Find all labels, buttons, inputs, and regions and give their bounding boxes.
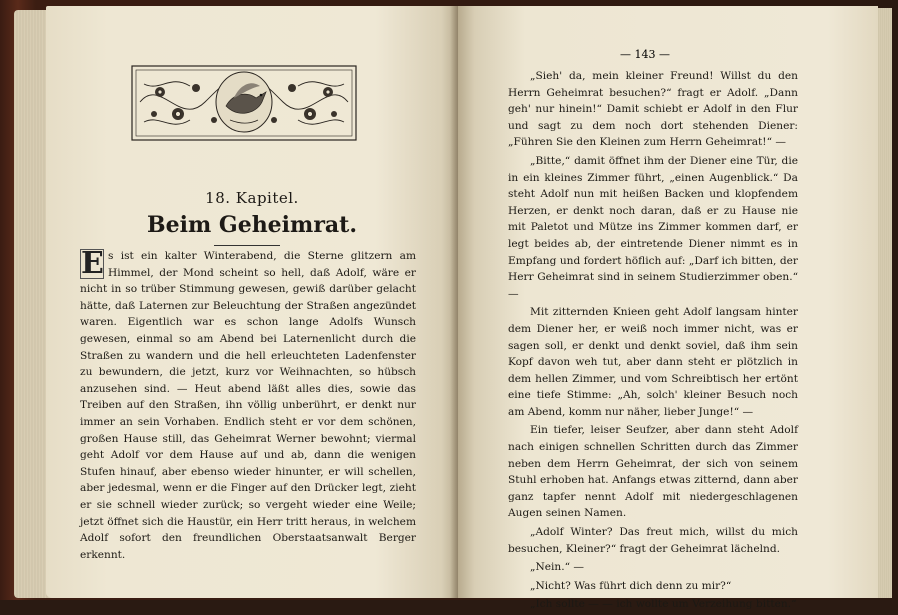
title-underline: [214, 245, 280, 246]
left-page-text: [80, 248, 416, 563]
paragraph: „Sieh' da, mein kleiner Freund! Willst du den Herrn Geheimrat besuchen?“ fragt er Adolf. „Dann geh' nur hinein!“ Damit schiebt er Adolf in den Flur und sagt zu dem noch dort stehenden Diener: „Führen Sie den Kleinen zum Herrn Geheimrat!“ —: [508, 70, 798, 149]
page-number: — 143 —: [620, 48, 670, 61]
chapter-number: 18. Kapitel.: [205, 189, 299, 207]
paragraph: Mit zitternden Knieen geht Adolf langsam hinter dem Diener her, er weiß noch immer nicht, was er sagen soll, er denkt und denkt soviel, daß ihm sein Kopf davon weh tut, aber dann steht er plötzlich in dem hellen Zimmer, und vom Schreibtisch her ertönt eine tiefe Stimme: „Ah, solch' kleiner Besuch noch am Abend, komm nur näher, lieber Junge!“ —: [508, 306, 798, 418]
paragraph: „Ich sollte — — ich wollte um Verzeihung bitten.“: [530, 598, 797, 611]
paragraph: „Nein.“ —: [530, 561, 584, 574]
paragraph: „Nicht? Was führt dich denn zu mir?“: [530, 579, 732, 592]
paragraph: „Adolf Winter? Das freut mich, willst du mich besuchen, Kleiner?“ fragt der Geheimrat lächelnd.: [508, 526, 798, 555]
paragraph: Ein tiefer, leiser Seufzer, aber dann steht Adolf nach einigen schnellen Schritten durch das Zimmer neben dem Herrn Geheimrat, der sich von seinem Stuhl erhoben hat. Anfangs etwas zitternd, dann aber ganz tapfer nennt Adolf mit niedergeschlagenen Augen seinen Namen.: [508, 424, 798, 520]
left-paragraph-text: s ist ein kalter Winterabend, die Sterne glitzern am Himmel, der Mond scheint so hell, daß Adolf, wäre er nicht in so trüber Stimmung gewesen, gewiß darüber gelacht hätte, daß Laternen zur Beleuchtung der Straßen angezündet waren. Eigentlich war es schon lange Adolfs Wunsch gewesen, einmal so am Abend bei Laternenlicht durch die Straßen zu wandern und die hell erleuchteten Ladenfenster zu bewundern, die jetzt, kurz vor Weihnachten, so hübsch anzusehen sind. — Heut abend läßt alles dies, sowie das Treiben auf den Straßen, ihn völlig unberührt, er denkt nur immer an sein Vorhaben. Endlich steht er vor dem schönen, großen Hause still, das Geheimrat Werner bewohnt; viermal geht Adolf vor dem Hause auf und ab, dann die wenigen Stufen hinauf, aber ebenso wieder hinunter, er will schellen, aber jedesmal, wenn er die Finger auf den Drücker legt, zieht er sie schnell wieder zurück; so vergeht wieder eine Weile; jetzt öffnet sich die Haustür, ein Herr tritt heraus, in welchem Adolf sofort den freundlichen Oberstaatsanwalt Berger erkennt.: [80, 250, 416, 561]
right-page-text: [508, 68, 798, 615]
ornament-vignette: [130, 62, 358, 144]
dropcap-letter: E: [81, 246, 104, 281]
paragraph: „Bitte,“ damit öffnet ihm der Diener eine Tür, die in ein kleines Zimmer führt, „einen Augenblick.“ Da steht Adolf nun mit heißen Backen und klopfendem Herzen, er denkt noch daran, daß er zu Hause nie mit Paletot und Mütze ins Zimmer kommen darf, er legt beides ab, der eintretende Diener nimmt es in Empfang und fordert höflich auf: „Darf ich bitten, der Herr Geheimrat sind in seinem Studierzimmer oben.“ —: [508, 154, 798, 300]
chapter-title: Beim Geheimrat.: [147, 212, 357, 238]
left-paragraph: [80, 248, 416, 563]
